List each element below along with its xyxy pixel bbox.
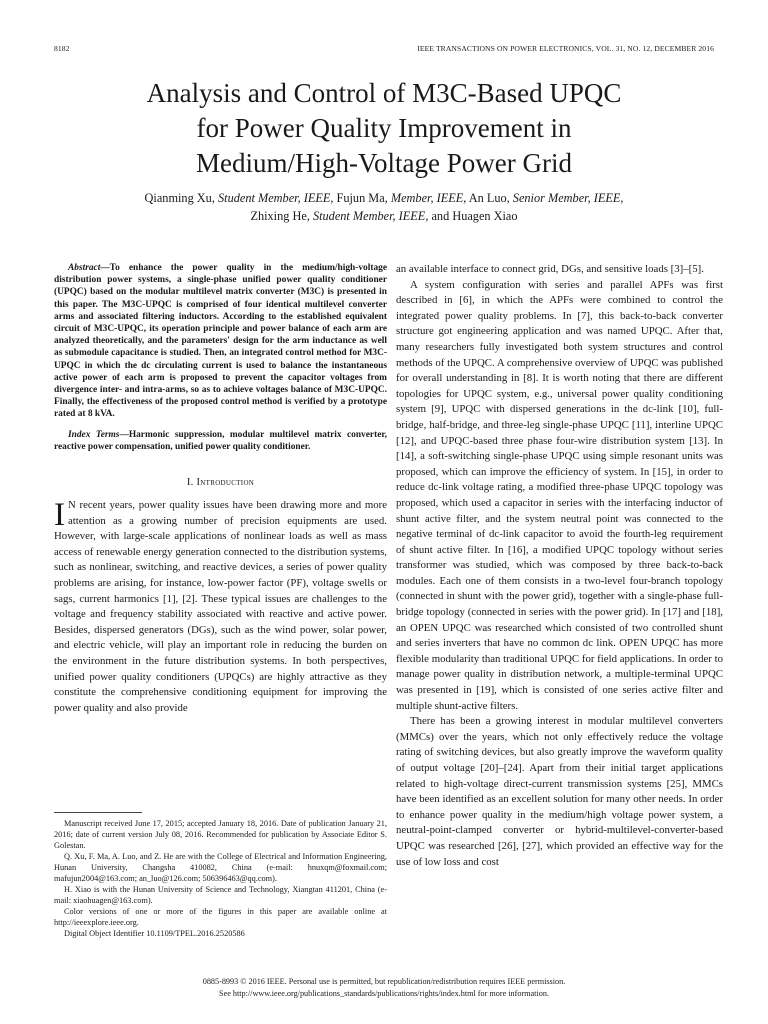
author-role: Student Member, IEEE xyxy=(312,209,426,223)
author-role: Member, IEEE xyxy=(390,191,464,205)
footnotes xyxy=(54,818,387,939)
author-role: Student Member, IEEE xyxy=(218,191,331,205)
title-line: Analysis and Control of M3C-Based UPQC xyxy=(146,78,622,108)
author-line-1: Qianming Xu, Student Member, IEEE, Fujun Ma, Member, IEEE, An Luo, Senior Member, IEEE, xyxy=(144,191,624,205)
right-column xyxy=(396,262,723,870)
abstract-text: —To enhance the power quality in the medium/high-voltage distribution power systems, a single-phase unified power quality conditioner (UPQC) based on the modular multilevel matrix converter (M3C) is presented in this paper. The M3C-UPQC is comprised of four identical multilevel converter arms and associated filtering inductors. According to the established equivalent circuit of M3C-UPQC, its operation principle and power balance of each arm are analyzed theoretically, and the parameters' design for the arm inductance as well as submodule capacitance is studied. Then, an integrated control method for M3C-UPQC in which the dc circulating current is used to balance the instantaneous active power of each arm is proposed to prevent the capacitor voltages from divergence inter- and intra-arms, so as to achieve voltages balance of M3C-UPQC. Finally, the effectiveness of the proposed control method is verified by a prototype rated at 8 kVA. xyxy=(54,263,387,420)
author-role: Senior Member, IEEE xyxy=(512,191,621,205)
footnote-manuscript: Manuscript received June 17, 2015; accepted January 18, 2016. Date of publication January 21, 2016; date of current version July 08, 2016. Recommended for publication by Associate Editor S. Golestan. xyxy=(54,819,387,850)
intro-text: N recent years, power quality issues have been drawing more and more attention as a growing number of precision equipments are used. However, with large-scale applications of nonlinear loads as well as mass access of renewable energy generation connected to the distribution systems, such as nonlinear, switching, and reactive devices, a series of power quality problems are arising, for instance, low-power factor (PF), voltage swells or sags, current harmonics [1], [2]. These typical issues are challenges to the voltage and frequency stability associated with reactive and active power. Besides, dispersed generators (DGs), such as the wind power, solar power, and electric vehicle, will play an important role in reducing the burden on the environment in the future distribution systems. In both perspectives, unified power quality conditioners (UPQCs) are highly attractive as they constitute the comprehensive conditioning equipment for improving the power quality and also provide xyxy=(54,499,387,714)
author-name: An Luo xyxy=(468,191,507,205)
abstract-label: Abstract xyxy=(68,263,101,273)
body-paragraph: an available interface to connect grid, DGs, and sensitive loads [3]–[5]. xyxy=(396,263,704,275)
title-line: for Power Quality Improvement in xyxy=(196,113,572,143)
author-name: Zhixing He xyxy=(250,209,307,223)
author-line-2: Zhixing He, Student Member, IEEE, and Huagen Xiao xyxy=(250,209,518,223)
paper-title xyxy=(40,76,728,181)
drop-cap: I xyxy=(54,497,65,534)
copyright-notice xyxy=(0,976,768,1000)
index-terms-text: —Harmonic suppression, modular multilevel matrix converter, reactive power compensation, unified power quality conditioner. xyxy=(54,429,387,452)
index-terms-label: Index Terms xyxy=(68,429,120,440)
intro-paragraph xyxy=(54,498,387,716)
journal-header: IEEE TRANSACTIONS ON POWER ELECTRONICS, VOL. 31, NO. 12, DECEMBER 2016 xyxy=(417,44,714,53)
body-paragraph: A system configuration with series and parallel APFs was first described in [6], in which the APFs were combined to control the integrated power quality problems. In [7], this back-to-back converter structure got engineering application and was named UPQC. After that, many researchers fully investigated both system structures and control methods of the UPQC. A comprehensive overview of UPQC was published for overall understanding in [8]. It is worth noting that there are different topologies for UPQC system, e.g., universal power quality conditioning system [9], UPQC with dispersed generations in the dc-link [10], full-bridge, half-bridge, and three-leg single-phase UPQC [11], interline UPQC [12], and UPQC-based three phase four-wire distribution system [13]. In [14], a soft-switching single-phase UPQC using simple resonant units was proposed, which can improve the efficiency of system. In [15], in order to reduce dc-link voltage rating, a modified three-phase UPQC topology was proposed, which used a capacitor in series with the interfacing inductor of shunt active filter, and the system neutral point was connected to the negative terminal of dc-link capacitor to avoid the fourth-leg requirement of shunt active filter. In [16], a modified UPQC topology without series transformer was studied, which was composed by three back-to-back modules. Each one of them consists in a two-level four-branch topology (connected in shunt with the power grid), together with a single-phase full-bridge topology (connected in series with the power grid). In [17] and [18], an OPEN UPQC was researched which consisted of two controlled shunt and series inverters that have no common dc link. OPEN UPQC has more flexible modularity than traditional UPQC for field applications. In order to manage power quality in distribution network, a multiple-terminal UPQC was presented in [19], which is consisted of one series active filter and multiple shunt-active filters. xyxy=(396,278,723,712)
author-name: Fujun Ma xyxy=(336,191,385,205)
title-line: Medium/High-Voltage Power Grid xyxy=(196,148,572,178)
section-title: Introduction xyxy=(196,477,255,489)
left-column xyxy=(54,262,387,716)
section-heading xyxy=(54,477,387,488)
author-name: Huagen Xiao xyxy=(452,209,518,223)
footnote-affiliation-2: H. Xiao is with the Hunan University of Science and Technology, Xiangtan 411201, China (e-mail: xiaohuagen@163.com). xyxy=(54,885,387,905)
footnote-rule xyxy=(54,812,387,813)
copyright-line: See http://www.ieee.org/publications_standards/publications/rights/index.html for more information. xyxy=(219,989,549,998)
section-number: I. xyxy=(186,477,194,489)
author-list xyxy=(40,189,728,225)
index-terms xyxy=(54,429,387,453)
copyright-line: 0885-8993 © 2016 IEEE. Personal use is permitted, but republication/redistribution requires IEEE permission. xyxy=(202,977,566,986)
running-header xyxy=(54,44,714,56)
page-number: 8182 xyxy=(54,44,70,53)
body-paragraph: There has been a growing interest in modular multilevel converters (MMCs) over the years, which not only effectively reduce the voltage rating of switching devices, but also greatly improve the waveform quality of output voltage [20]–[24]. Apart from their initial target applications related to high-voltage direct-current transmission systems [25], MMCs have been identified as an excellent solution for many other needs. In order to enhance power quality in the medium/high voltage power system, a neutral-point-clamped converter or hybrid-multilevel-converter-based UPQC was researched [26], [27], which provided an effective way for the use of low loss and cost xyxy=(396,715,723,868)
footnote-doi: Digital Object Identifier 10.1109/TPEL.2016.2520586 xyxy=(64,929,245,938)
footnote-affiliation-1: Q. Xu, F. Ma, A. Luo, and Z. He are with the College of Electrical and Information Engineering, Hunan University, Changsha 410082, China (e-mail: hnuxqm@foxmail.com; mafujun2004@163.com; an_luo@126.com; 506396463@qq.com). xyxy=(54,852,387,883)
abstract xyxy=(54,262,387,421)
author-name: Qianming Xu xyxy=(144,191,212,205)
footnote-color-versions: Color versions of one or more of the figures in this paper are available online at http://ieeexplore.ieee.org. xyxy=(54,907,387,927)
